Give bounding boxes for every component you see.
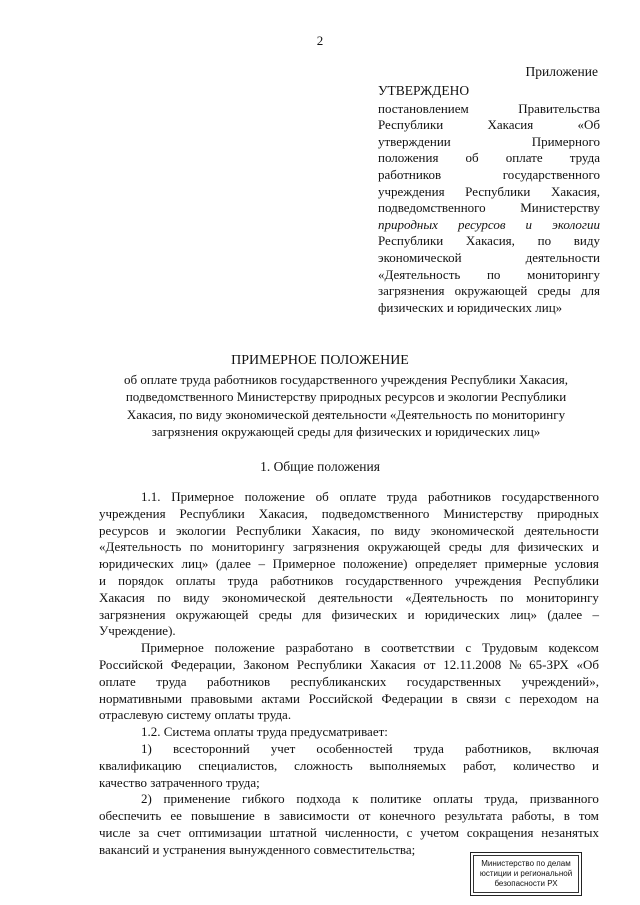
approval-word: по [486,266,501,282]
approval-word: оплате [505,150,543,166]
paragraph-line: «Деятельность по мониторингу загрязнения окружающей среды для физических и [99,539,599,555]
paragraph [99,724,599,741]
paragraph-line: числе за счет оптимизации штатной численности, с учетом сокращения незанятых [99,824,599,840]
approval-word: мониторингу [527,266,600,282]
paragraph-line: 1) всесторонний учет особенностей труда работников, включая [141,740,599,756]
approval-word: Хакасия, [465,233,515,249]
subtitle-line: загрязнения окружающей среды для физических и юридических лиц» [151,424,541,440]
paragraph-line: ресурсов и экологии Республики Хакасия, по виду экономической деятельности [99,522,599,538]
approval-word: Хакасия [487,117,534,133]
approval-word: экономической [378,249,462,265]
paragraph-line: юридических лиц» (далее – Примерное положение) определяет примерные условия [99,556,599,572]
paragraph-line: вакансий и устранения вынужденного совместительства; [99,841,416,857]
page-number: 2 [316,33,324,48]
approval-word: Правительства [518,100,600,116]
approval-word: Министерству [520,200,600,216]
approval-word: положения [378,150,439,166]
paragraph [99,741,599,791]
paragraph-line: 2) применение гибкого подхода к политике оплаты труда, призванного [141,791,599,807]
paragraph-line: 1.1. Примерное положение об оплате труда работников государственного [141,489,599,504]
approval-word: ресурсов [458,216,506,232]
approval-word: государственного [502,166,600,182]
approval-line [378,101,600,118]
paragraph-line: отраслевую систему оплаты труда. [99,707,292,723]
approval-word: окружающей [454,283,528,299]
approval-word: по [537,233,552,249]
approval-word: и [525,216,533,232]
approval-word: среды [537,283,571,299]
approval-word: природных [378,216,438,232]
paragraph-line: учреждения Республики Хакасия, подведомственного Министерству природных [99,505,599,521]
approval-block [378,83,600,316]
paragraph-line: Российской Федерации, Законом Республики Хакасия от 12.11.2008 № 65-ЗРХ «Об [99,656,599,672]
paragraph-line: 1.2. Система оплаты труда предусматривает: [141,724,388,740]
subtitle-line: подведомственного Министерству природных ресурсов и экологии Республики [125,389,567,405]
approval-word: постановлением [378,100,469,116]
approval-word: работников [378,166,442,182]
stamp-line: юстиции и региональной [479,869,573,878]
approval-word: утверждении [378,133,451,149]
approval-word: «Деятельность [378,266,461,282]
approval-word: Республики [378,117,444,133]
approval-last-line: физических и юридических лиц» [378,299,563,315]
paragraph-line: качество затраченного труда; [99,774,260,790]
paragraph-line: и порядок оплаты труда работников государственного учреждения Республики [99,572,599,588]
approval-word: труда [569,150,600,166]
approval-word: деятельности [525,249,600,265]
subtitle-line: Хакасия, по виду экономической деятельности «Деятельность по мониторингу [126,406,566,422]
approval-line [378,217,600,234]
approval-word: виду [573,233,600,249]
approval-word: Республики [378,233,444,249]
paragraph-line: оплате труда работников республиканских государственных учреждений», [99,673,599,689]
appendix-label: Приложение [525,64,598,79]
registration-stamp [470,852,582,896]
approval-line [378,233,600,250]
approval-line [378,117,600,134]
paragraph-line: загрязнения окружающей среды для физических и юридических лиц» (далее – [99,606,599,622]
approval-line [378,267,600,284]
stamp-line: Министерство по делам [481,859,571,868]
body-text [99,489,599,859]
approval-word: Примерного [531,133,600,149]
section-heading: 1. Общие положения [260,459,380,474]
approval-text [378,101,600,300]
paragraph-line: квалификацию специалистов, сложность выполняемых работ, количество и [99,757,599,773]
document-title: ПРИМЕРНОЕ ПОЛОЖЕНИЕ [231,353,409,368]
approval-word: Хакасия, [550,183,600,199]
approval-line [378,250,600,267]
paragraph-line: обеспечить ее повышение в зависимости от конечного результата работы, в том [99,808,599,824]
paragraph-line: Хакасия по виду экономической деятельности «Деятельность по мониторингу [99,589,599,605]
approval-word: Республики [465,183,531,199]
approval-word: «Об [577,117,600,133]
approved-heading: УТВЕРЖДЕНО [378,83,470,98]
approval-line [378,167,600,184]
approval-word: экологии [552,216,600,232]
approval-word: для [580,283,600,299]
approval-line [378,134,600,151]
approval-line [378,184,600,201]
paragraph [99,791,599,858]
approval-line [378,150,600,167]
approval-word: загрязнения [378,283,445,299]
approval-line [378,200,600,217]
paragraph-line: Примерное положение разработано в соответствии с Трудовым кодексом [141,640,599,656]
approval-word: об [465,150,479,166]
paragraph [99,640,599,724]
paragraph-line: нормативными правовыми актами Российской Федерации в связи с переходом на [99,690,599,706]
stamp-line: безопасности РХ [494,879,558,888]
approval-line [378,283,600,300]
subtitle-line: об оплате труда работников государственного учреждения Республики Хакасия, [123,372,569,387]
approval-word: учреждения [378,183,445,199]
paragraph [99,489,599,640]
approval-word: подведомственного [378,200,486,216]
paragraph-line: Учреждение). [99,623,176,639]
document-subtitle [86,371,606,441]
